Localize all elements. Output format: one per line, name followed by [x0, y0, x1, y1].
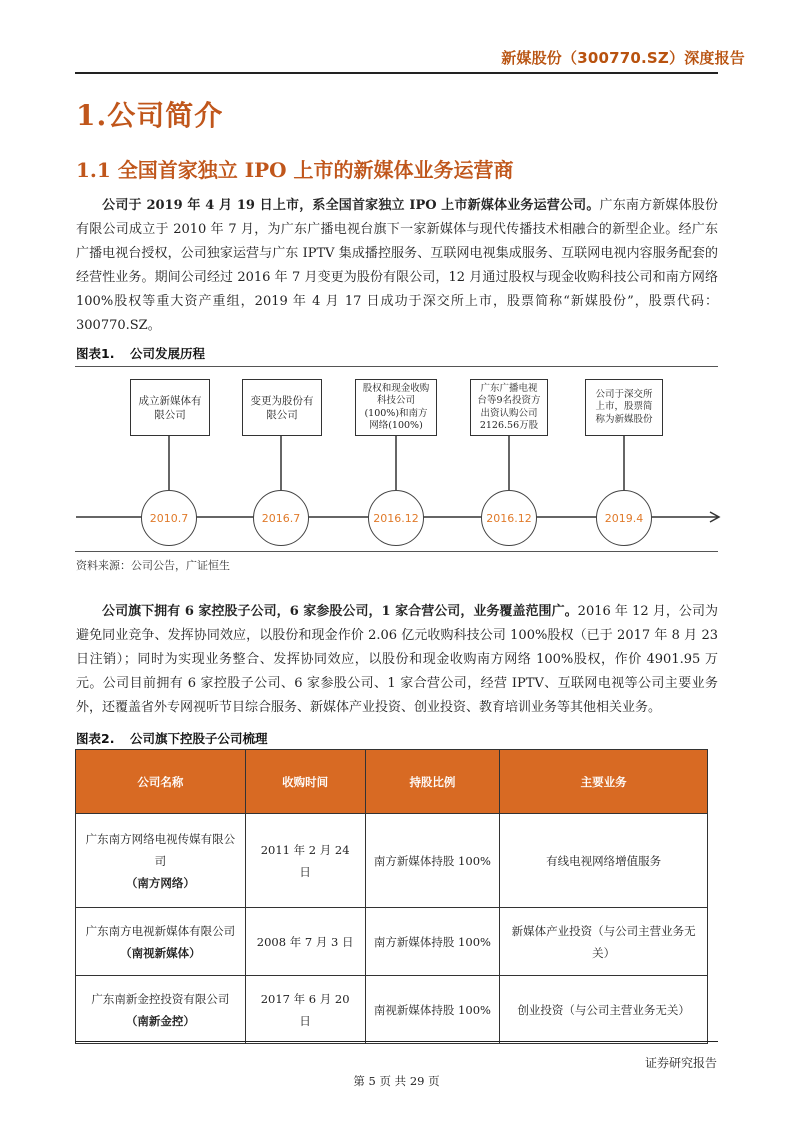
report-header-title: 新媒股份（300770.SZ）深度报告	[501, 49, 745, 67]
figure2-label: 图表2.	[76, 731, 115, 746]
timeline-axis-svg	[0, 0, 793, 560]
column-header: 持股比例	[365, 750, 500, 814]
section-heading: 1.公司简介	[76, 99, 224, 132]
column-header: 公司名称	[76, 750, 246, 814]
table-header-row	[76, 750, 708, 814]
company-name: 广东南方电视新媒体有限公司	[85, 923, 236, 938]
subsidiaries-table	[75, 749, 708, 1044]
company-name: 广东南方网络电视传媒有限公司	[85, 831, 236, 868]
timeline-event-box: 成立新媒体有限公司	[130, 379, 210, 436]
figure2-title	[76, 729, 268, 747]
intro-body: 广东南方新媒体股份有限公司成立于 2010 年 7 月，为广东广播电视台旗下一家新媒体与现代传播技术相融合的新型企业。经广东广播电视台授权，公司独家运营与广东 IPTV 集成播控服务、互联网电视集成服务、互联网电视内容服务配套的经营性业务。期间公司经过 2016 年 7 月变更为股份有限公司，12 月通过股权与现金收购科技公司和南方网络 100%股权等重大资产重组，2019 年 4 月 17 日成功于深交所上市，股票简称“新媒股份”，股票代码：300770.SZ。	[76, 198, 718, 333]
company-short-name: （南视新媒体）	[120, 945, 201, 960]
footer-rule	[75, 1041, 718, 1042]
figure1-bottom-rule	[75, 551, 718, 552]
timeline-event-box: 广东广播电视台等9名投资方出资认购公司2126.56万股	[470, 379, 548, 436]
subsidiary-lead: 公司旗下拥有 6 家控股子公司，6 家参股公司，1 家合营公司，业务覆盖范围广。	[102, 604, 578, 619]
main-business-cell: 创业投资（与公司主营业务无关）	[500, 976, 708, 1044]
footer-report-type: 证券研究报告	[644, 1056, 717, 1070]
company-name-cell	[76, 814, 246, 908]
table-row	[76, 814, 708, 908]
page-number: 第 5 页 共 29 页	[353, 1074, 440, 1088]
timeline-date: 2016.12	[368, 490, 424, 546]
acquisition-date-cell: 2011 年 2 月 24 日	[245, 814, 365, 908]
subsidiary-paragraph	[76, 600, 718, 720]
acquisition-date-cell: 2017 年 6 月 20 日	[245, 976, 365, 1044]
figure1-source: 资料来源：公司公告，广证恒生	[76, 559, 230, 572]
company-name: 广东南新金控投资有限公司	[91, 991, 230, 1006]
timeline-event-box: 公司于深交所上市，股票简称为新媒股份	[585, 379, 663, 436]
company-short-name: （南方网络）	[125, 875, 195, 890]
share-ratio-cell: 南视新媒体持股 100%	[365, 976, 500, 1044]
subsection-heading: 1.1 全国首家独立 IPO 上市的新媒体业务运营商	[76, 158, 514, 182]
company-name-cell	[76, 908, 246, 976]
timeline-date: 2019.4	[596, 490, 652, 546]
main-business-cell: 新媒体产业投资（与公司主营业务无关）	[500, 908, 708, 976]
share-ratio-cell: 南方新媒体持股 100%	[365, 908, 500, 976]
table-row	[76, 908, 708, 976]
main-business-cell: 有线电视网络增值服务	[500, 814, 708, 908]
timeline-date: 2010.7	[141, 490, 197, 546]
timeline	[0, 0, 793, 560]
figure1-caption: 公司发展历程	[130, 346, 206, 361]
timeline-date: 2016.12	[481, 490, 537, 546]
company-short-name: （南新金控）	[125, 1013, 195, 1028]
acquisition-date-cell: 2008 年 7 月 3 日	[245, 908, 365, 976]
timeline-event-box: 股权和现金收购科技公司(100%)和南方网络(100%)	[355, 379, 437, 436]
timeline-event-box: 变更为股份有限公司	[242, 379, 322, 436]
share-ratio-cell: 南方新媒体持股 100%	[365, 814, 500, 908]
intro-lead: 公司于 2019 年 4 月 19 日上市，系全国首家独立 IPO 上市新媒体业务运营公司。	[102, 198, 600, 213]
company-name-cell	[76, 976, 246, 1044]
figure1-label: 图表1.	[76, 346, 115, 361]
subsidiary-body: 2016 年 12 月，公司为避免同业竞争、发挥协同效应，以股份和现金作价 2.06 亿元收购科技公司 100%股权（已于 2017 年 8 月 23 日注销）；同时为实现业务整合、发挥协同效应，以股份和现金收购南方网络 100%股权，作价 4901.95 万元。公司目前拥有 6 家控股子公司、6 家参股公司、1 家合营公司，经营 IPTV、互联网电视等公司主要业务外，还覆盖省外专网视听节目综合服务、新媒体产业投资、创业投资、教育培训业务等其他相关业务。	[76, 604, 718, 715]
figure2-caption: 公司旗下控股子公司梳理	[130, 731, 268, 746]
column-header: 主要业务	[500, 750, 708, 814]
timeline-date: 2016.7	[253, 490, 309, 546]
column-header: 收购时间	[245, 750, 365, 814]
table-row	[76, 976, 708, 1044]
